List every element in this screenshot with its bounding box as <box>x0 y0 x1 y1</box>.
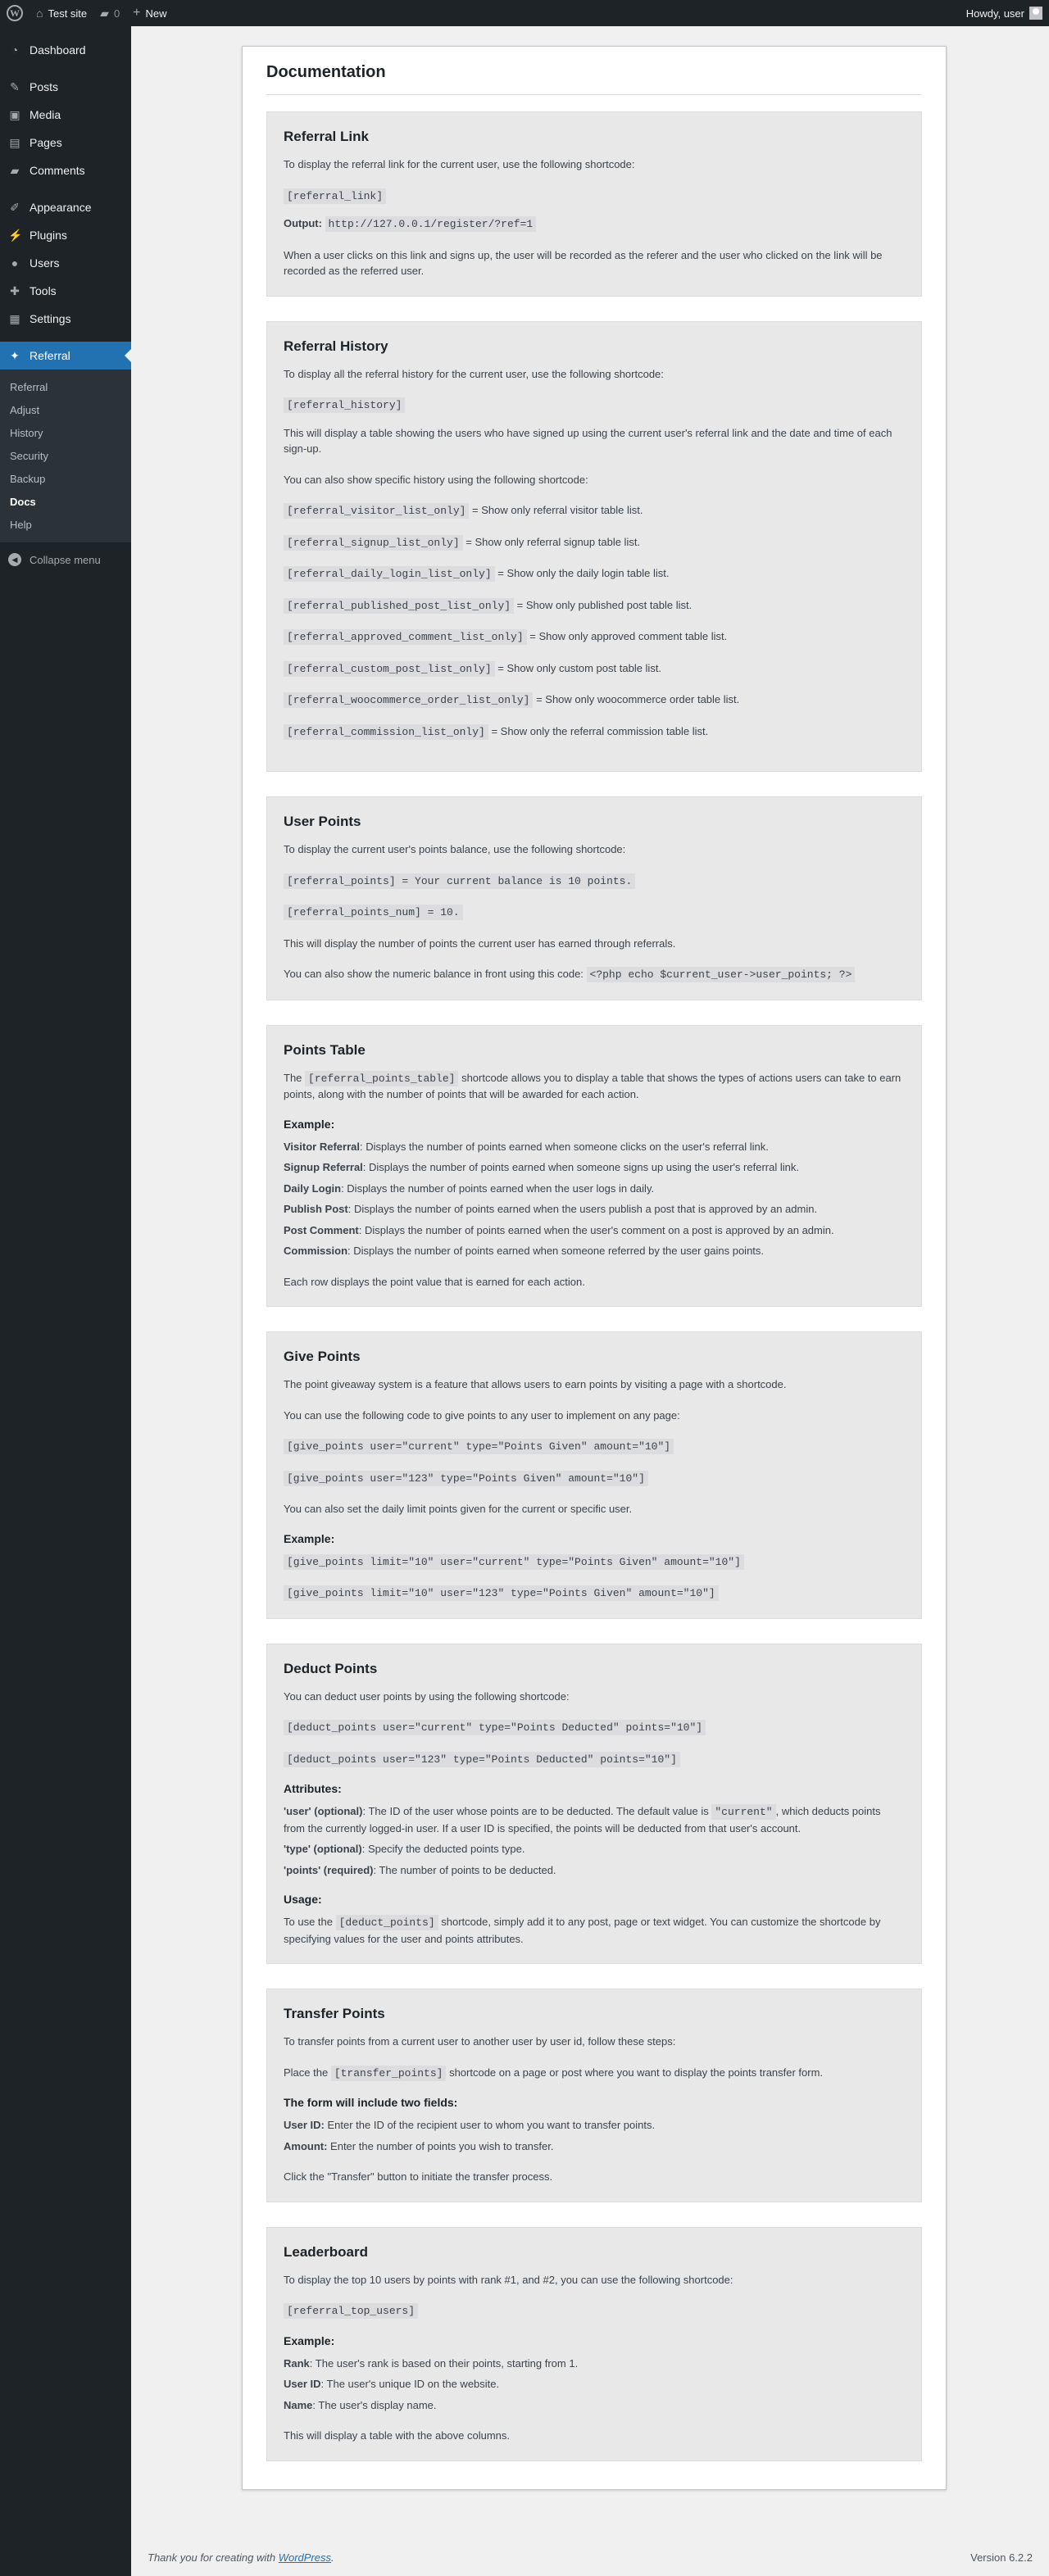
collapse-menu-button[interactable] <box>0 546 131 574</box>
submenu-item-backup[interactable]: Backup <box>10 472 46 485</box>
admin-bar <box>0 0 1049 26</box>
section-leaderboard <box>266 2227 922 2461</box>
shortcode: [give_points user="current" type="Points Given" amount="10"] <box>284 1439 674 1454</box>
item-desc: = Show only custom post table list. <box>494 661 662 674</box>
inline-code: "current" <box>711 1804 775 1820</box>
item-desc: : Specify the deducted points type. <box>361 1843 525 1855</box>
list-item <box>284 1222 905 1239</box>
list-item <box>284 723 905 741</box>
attributes-heading: Attributes: <box>284 1782 342 1795</box>
comment-icon: ▰ <box>10 163 20 177</box>
list-item <box>284 534 905 551</box>
item-term: Daily Login <box>284 1181 342 1195</box>
section-points-table <box>266 1025 922 1308</box>
section-deduct-points <box>266 1644 922 1965</box>
sidebar-item-appearance[interactable] <box>0 193 131 221</box>
sidebar-item-label: Plugins <box>30 229 67 242</box>
sidebar-item-label: Media <box>30 108 61 121</box>
wordpress-logo-icon: W <box>7 5 23 21</box>
item-term: Name <box>284 2398 313 2411</box>
shortcode: [referral_points] = Your current balance is 10 points. <box>284 873 635 889</box>
section-title: Points Table <box>284 1041 366 1058</box>
submenu-item-history[interactable]: History <box>10 426 43 439</box>
list-item <box>284 597 905 615</box>
list-item <box>284 1243 905 1259</box>
shortcode: [referral_history] <box>284 397 405 413</box>
admin-menu <box>0 26 131 574</box>
docs-container <box>242 46 947 2490</box>
item-term: Signup Referral <box>284 1161 363 1173</box>
example-heading: Example: <box>284 2333 335 2347</box>
submenu-item-adjust[interactable]: Adjust <box>10 403 40 416</box>
collapse-menu-label: Collapse menu <box>30 553 101 566</box>
list-item <box>284 1159 905 1176</box>
item-desc: = Show only the referral commission table list. <box>488 724 709 737</box>
section-title: Referral History <box>284 338 388 354</box>
shortcode: [referral_signup_list_only] <box>284 535 463 551</box>
shortcode: [deduct_points] <box>336 1915 438 1930</box>
footer-thanks-text: . <box>331 2551 334 2564</box>
section-title: Referral Link <box>284 129 369 144</box>
item-term: Visitor Referral <box>284 1140 360 1153</box>
shortcode: [deduct_points user="123" type="Points Deducted" points="10"] <box>284 1752 680 1767</box>
section-text: You can also set the daily limit points given for the current or specific user. <box>284 1503 633 1515</box>
item-term: Commission <box>284 1245 348 1257</box>
item-desc: : Displays the number of points earned when someone signs up using the user's referral link. <box>362 1161 799 1173</box>
item-desc: = Show only referral visitor table list. <box>469 504 643 516</box>
avatar <box>1029 7 1042 20</box>
shortcode: [deduct_points user="current" type="Points Deducted" points="10"] <box>284 1720 706 1735</box>
section-intro: You can deduct user points by using the following shortcode: <box>284 1689 570 1703</box>
list-item <box>284 628 905 646</box>
list-item <box>284 2117 905 2134</box>
section-title: Deduct Points <box>284 1660 378 1676</box>
sidebar-item-label: Appearance <box>30 201 92 214</box>
usage-text: shortcode, simply add it to any post, page or text widget. You can customize the shortcode by specifying values for the user and points attributes. <box>284 1916 881 1945</box>
collapse-arrow-icon: ◀ <box>8 553 21 566</box>
section-transfer-points <box>266 1989 922 2202</box>
intro-text: shortcode allows you to display a table that shows the types of actions users can take to earn points, along with the number of points that will be awarded for each action. <box>284 1071 901 1100</box>
page-icon: ▤ <box>9 135 20 149</box>
item-desc: Enter the number of points you wish to transfer. <box>327 2139 554 2152</box>
sidebar-item-referral[interactable] <box>0 342 131 370</box>
item-desc: : The ID of the user whose points are to be deducted. The default value is <box>362 1805 712 1817</box>
section-footer: Click the "Transfer" button to initiate the transfer process. <box>284 2170 553 2183</box>
place-text: shortcode on a page or post where you want to display the points transfer form. <box>446 2066 824 2079</box>
item-desc: : Displays the number of points earned when the user logs in daily. <box>341 1181 655 1195</box>
section-footer: Each row displays the point value that is earned for each action. <box>284 1275 585 1288</box>
place-text: Place the <box>284 2066 331 2079</box>
footer-version: Version 6.2.2 <box>970 2551 1033 2564</box>
wordpress-logo-button[interactable] <box>0 0 30 26</box>
sidebar-item-label: Users <box>30 256 60 270</box>
footer-thanks-text: Thank you for creating with <box>148 2551 279 2564</box>
shortcode: [referral_top_users] <box>284 2303 418 2319</box>
howdy-label: Howdy, user <box>965 7 1024 20</box>
shortcode: [give_points user="123" type="Points Given" amount="10"] <box>284 1471 648 1486</box>
section-title: Leaderboard <box>284 2243 368 2260</box>
sidebar-item-label: Comments <box>30 164 85 177</box>
list-item <box>284 692 905 709</box>
item-term: Post Comment <box>284 1223 359 1236</box>
sidebar-item-posts[interactable] <box>0 73 131 101</box>
section-intro: To transfer points from a current user to another user by user id, follow these steps: <box>284 2035 676 2048</box>
section-intro: To display the current user's points balance, use the following shortcode: <box>284 843 626 855</box>
sidebar-item-label: Tools <box>30 284 57 297</box>
section-text: You can use the following code to give points to any user to implement on any page: <box>284 1408 680 1422</box>
submenu-item-security[interactable]: Security <box>10 449 48 462</box>
sidebar-item-tools[interactable] <box>0 277 131 305</box>
shortcode: [referral_points_table] <box>305 1071 458 1086</box>
list-item <box>284 2397 905 2414</box>
item-desc: : The user's unique ID on the website. <box>320 2378 500 2390</box>
section-desc: This will display a table showing the users who have signed up using the current user's referral link and the date and time of each sign-up. <box>284 426 892 455</box>
admin-sidebar <box>0 26 131 2576</box>
item-term: 'user' (optional) <box>284 1805 363 1817</box>
comment-icon: ▰ <box>100 6 109 20</box>
section-desc: This will display the number of points the current user has earned through referrals. <box>284 937 676 950</box>
sidebar-item-label: Referral <box>30 349 70 362</box>
sidebar-item-users[interactable] <box>0 249 131 277</box>
item-term: Publish Post <box>284 1203 348 1215</box>
item-term: Amount: <box>284 2139 328 2152</box>
shortcode: [referral_commission_list_only] <box>284 724 488 740</box>
item-desc: = Show only woocommerce order table list. <box>533 693 740 705</box>
item-desc: : The user's rank is based on their points, starting from 1. <box>309 2356 579 2370</box>
shortcode: [referral_link] <box>284 188 386 204</box>
item-desc: , which deducts points from the currently logged-in user. If a user ID is specified, the points will be deducted from that user's account. <box>284 1805 881 1834</box>
section-text: You can also show the numeric balance in front using this code: <box>284 968 587 980</box>
submenu-item-help[interactable]: Help <box>10 518 32 531</box>
list-item <box>284 1841 905 1857</box>
shortcode: [referral_woocommerce_order_list_only] <box>284 692 533 708</box>
usage-heading: Usage: <box>284 1893 322 1906</box>
section-user-points <box>266 796 922 1000</box>
settings-icon: ▦ <box>9 311 20 325</box>
shortcode: [referral_daily_login_list_only] <box>284 566 495 582</box>
item-desc: = Show only published post table list. <box>514 598 693 611</box>
site-name-label: Test site <box>48 7 88 20</box>
section-referral-history <box>266 321 922 773</box>
shortcode: [give_points limit="10" user="123" type="Points Given" amount="10"] <box>284 1585 719 1601</box>
users-icon: ● <box>11 256 19 270</box>
example-heading: Example: <box>284 1117 335 1131</box>
new-label: New <box>145 7 167 20</box>
shortcode: [referral_points_num] = 10. <box>284 905 463 920</box>
wordpress-link[interactable]: WordPress <box>278 2551 331 2564</box>
item-term: 'points' (required) <box>284 1863 374 1876</box>
wrench-icon: ✚ <box>10 283 20 297</box>
submenu-item-docs[interactable]: Docs <box>10 495 36 508</box>
list-item <box>284 1139 905 1155</box>
output-label: Output: <box>284 217 322 229</box>
list-item <box>284 2356 905 2372</box>
plugin-icon: ⚡ <box>8 228 23 242</box>
sidebar-item-label: Settings <box>30 312 71 325</box>
shortcode: [give_points limit="10" user="current" type="Points Given" amount="10"] <box>284 1554 744 1570</box>
shortcode: [referral_custom_post_list_only] <box>284 661 495 677</box>
shortcode: [referral_approved_comment_list_only] <box>284 629 527 645</box>
list-item <box>284 502 905 519</box>
item-desc: = Show only the daily login table list. <box>494 567 670 579</box>
media-icon: ▣ <box>9 107 20 121</box>
sidebar-item-label: Dashboard <box>30 43 86 57</box>
example-heading: Example: <box>284 1531 335 1545</box>
section-intro: To display all the referral history for the current user, use the following shortcode: <box>284 367 664 380</box>
submenu-item-referral[interactable]: Referral <box>10 380 48 393</box>
dashboard-icon: ◔ <box>11 43 19 57</box>
section-title: Give Points <box>284 1349 361 1364</box>
pin-icon: ✎ <box>10 79 20 93</box>
item-desc: = Show only referral signup table list. <box>462 535 641 548</box>
item-term: Rank <box>284 2356 310 2370</box>
sidebar-item-dashboard[interactable] <box>0 36 131 64</box>
sidebar-item-plugins[interactable] <box>0 221 131 249</box>
section-intro: To display the top 10 users by points with rank #1, and #2, you can use the following shortcode: <box>284 2273 733 2286</box>
list-item <box>284 2138 905 2155</box>
php-code: <?php echo $current_user->user_points; ?> <box>587 967 856 982</box>
shortcode: [transfer_points] <box>331 2066 447 2081</box>
section-note: When a user clicks on this link and signs up, the user will be recorded as the referer and the user who clicked on the link will be recorded as the referred user. <box>284 248 883 277</box>
sidebar-item-pages[interactable] <box>0 129 131 156</box>
section-intro: To display the referral link for the current user, use the following shortcode: <box>284 158 635 170</box>
sidebar-item-label: Posts <box>30 80 59 93</box>
sidebar-item-comments[interactable] <box>0 156 131 184</box>
list-item <box>284 660 905 678</box>
page-title: Documentation <box>266 63 922 95</box>
list-item <box>284 1862 905 1879</box>
footer-thanks <box>148 2551 334 2564</box>
list-item <box>284 2376 905 2392</box>
item-desc: : Displays the number of points earned when someone clicks on the user's referral link. <box>359 1140 769 1153</box>
intro-text: The <box>284 1071 306 1084</box>
comments-count: 0 <box>113 7 120 20</box>
item-desc: = Show only approved comment table list. <box>526 630 728 642</box>
item-desc: : Displays the number of points earned when someone referred by the user gains points. <box>347 1245 765 1257</box>
home-icon: ⌂ <box>36 7 43 20</box>
item-term: User ID: <box>284 2119 325 2131</box>
list-item <box>284 1181 905 1197</box>
shortcode: [referral_visitor_list_only] <box>284 503 469 519</box>
referral-submenu <box>0 370 131 542</box>
section-title: Transfer Points <box>284 2006 385 2021</box>
usage-text: To use the <box>284 1916 336 1928</box>
section-footer: This will display a table with the above columns. <box>284 2429 511 2442</box>
referral-icon: ✦ <box>10 348 20 362</box>
new-content-link[interactable] <box>126 0 173 26</box>
item-desc: : Displays the number of points earned when the user's comment on a post is approved by an admin. <box>358 1223 834 1236</box>
sidebar-item-label: Pages <box>30 136 62 149</box>
output-value: http://127.0.0.1/register/?ref=1 <box>325 216 537 232</box>
list-item <box>284 1803 905 1836</box>
brush-icon: ✐ <box>10 200 20 214</box>
admin-footer <box>148 2551 1033 2564</box>
shortcode: [referral_published_post_list_only] <box>284 598 514 614</box>
list-item <box>284 1201 905 1218</box>
item-term: 'type' (optional) <box>284 1843 362 1855</box>
my-account-link[interactable] <box>960 0 1049 26</box>
comments-link[interactable] <box>93 0 126 26</box>
fields-heading: The form will include two fields: <box>284 2096 458 2109</box>
item-desc: : The number of points to be deducted. <box>373 1863 556 1876</box>
section-text: You can also show specific history using the following shortcode: <box>284 473 588 486</box>
section-give-points <box>266 1331 922 1619</box>
item-term: User ID <box>284 2378 321 2390</box>
site-name-link[interactable] <box>30 0 93 26</box>
item-desc: : Displays the number of points earned when the users publish a post that is approved by an admin. <box>347 1203 818 1215</box>
item-desc: Enter the ID of the recipient user to whom you want to transfer points. <box>324 2119 656 2131</box>
section-intro: The point giveaway system is a feature that allows users to earn points by visiting a page with a shortcode. <box>284 1378 787 1390</box>
sidebar-item-media[interactable] <box>0 101 131 129</box>
section-referral-link <box>266 111 922 297</box>
sidebar-item-settings[interactable] <box>0 305 131 333</box>
plus-icon: + <box>133 6 141 20</box>
item-desc: : The user's display name. <box>312 2398 437 2411</box>
list-item <box>284 565 905 583</box>
section-title: User Points <box>284 814 361 829</box>
